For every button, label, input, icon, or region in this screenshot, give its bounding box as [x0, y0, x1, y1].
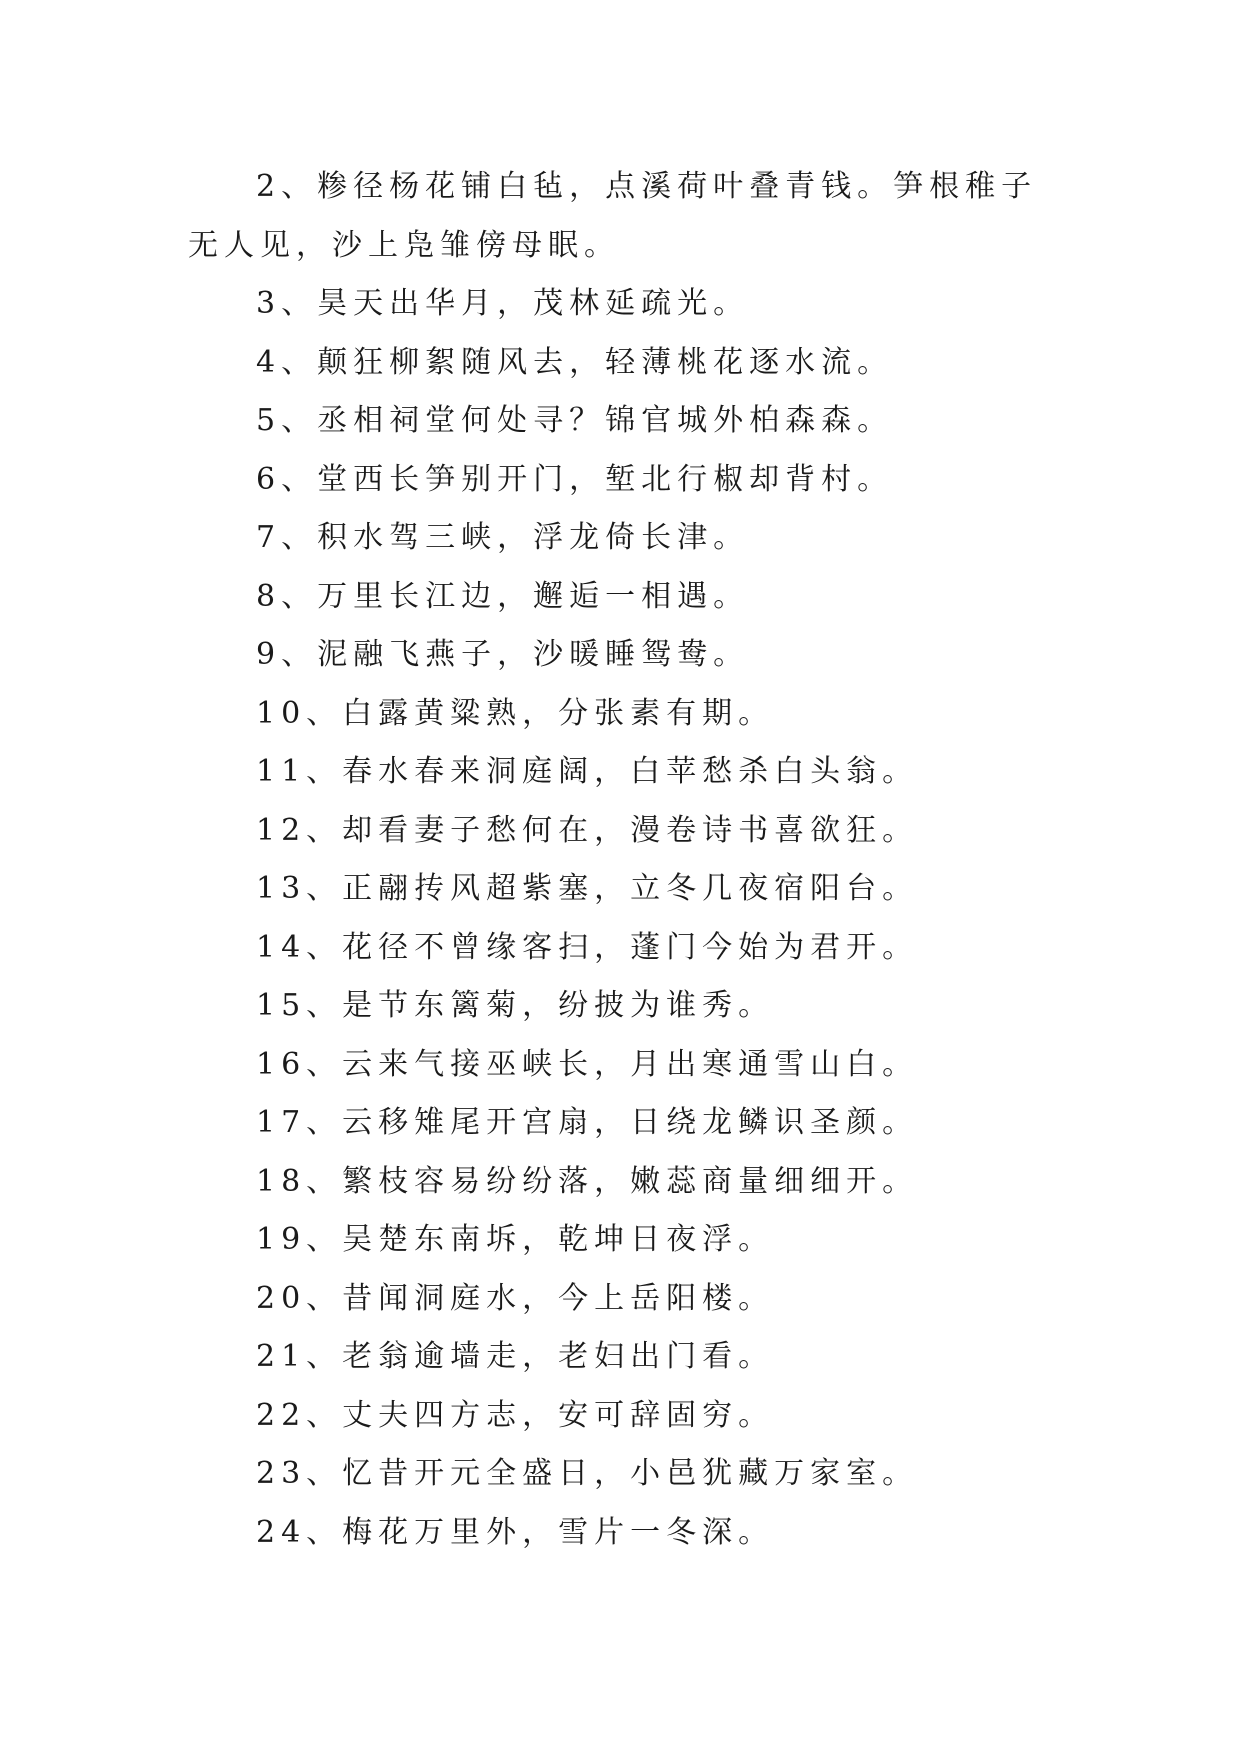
poem-line-8: 8、万里长江边，邂逅一相遇。: [256, 578, 750, 614]
poem-line-17: 17、云移雉尾开宫扇，日绕龙鳞识圣颜。: [256, 1105, 919, 1140]
poem-line-23: 23、忆昔开元全盛日，小邑犹藏万家室。: [256, 1456, 919, 1491]
poem-line-4: 4、颠狂柳絮随风去，轻薄桃花逐水流。: [256, 344, 894, 380]
poem-line-22: 22、丈夫四方志，安可辞固穷。: [256, 1397, 775, 1433]
poem-line-21: 21、老翁逾墙走，老妇出门看。: [256, 1339, 775, 1374]
poem-line-20: 20、昔闻洞庭水，今上岳阳楼。: [256, 1280, 775, 1316]
poem-list: [188, 158, 1058, 1562]
poem-line-24: 24、梅花万里外，雪片一冬深。: [256, 1514, 775, 1550]
poem-line-3: 3、昊天出华月，茂林延疏光。: [256, 286, 750, 321]
poem-line-6: 6、堂西长笋别开门，堑北行椒却背村。: [256, 461, 894, 497]
poem-line-11: 11、春水春来洞庭阔，白苹愁杀白头翁。: [256, 754, 919, 789]
poem-line-13: 13、正翮抟风超紫塞，立冬几夜宿阳台。: [256, 871, 919, 906]
poem-line-10: 10、白露黄粱熟，分张素有期。: [256, 695, 775, 731]
poem-line-2: 2、糁径杨花铺白毡，点溪荷叶叠青钱。笋根稚子无人见，沙上凫雏傍母眠。: [188, 169, 1038, 263]
poem-line-9: 9、泥融飞燕子，沙暖睡鸳鸯。: [256, 637, 750, 672]
poem-line-16: 16、云来气接巫峡长，月出寒通雪山白。: [256, 1046, 919, 1082]
poem-line-14: 14、花径不曾缘客扫，蓬门今始为君开。: [256, 929, 919, 965]
poem-line-19: 19、吴楚东南坼，乾坤日夜浮。: [256, 1222, 775, 1257]
poem-line-7: 7、积水驾三峡，浮龙倚长津。: [256, 520, 750, 555]
poem-line-18: 18、繁枝容易纷纷落，嫩蕊商量细细开。: [256, 1163, 919, 1199]
poem-line-12: 12、却看妻子愁何在，漫卷诗书喜欲狂。: [256, 812, 919, 848]
poem-line-5: 5、丞相祠堂何处寻？锦官城外柏森森。: [256, 403, 894, 438]
poem-line-15: 15、是节东篱菊，纷披为谁秀。: [256, 988, 775, 1023]
